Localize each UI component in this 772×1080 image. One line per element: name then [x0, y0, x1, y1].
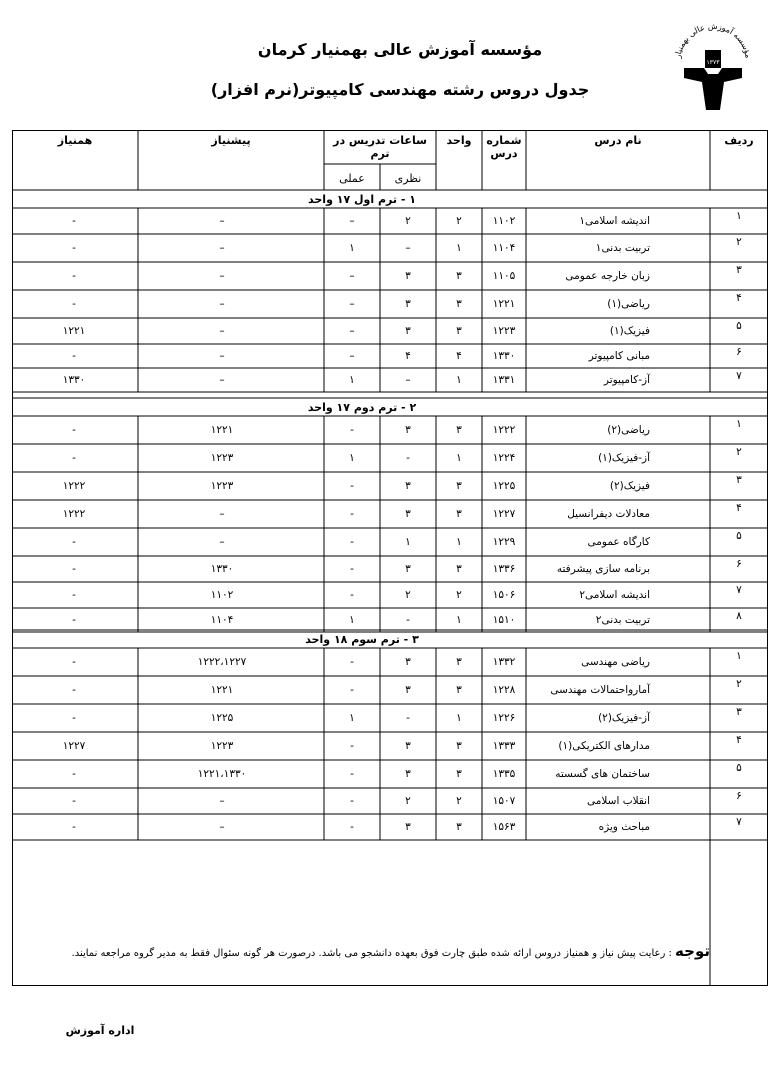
row-number: ۱ [736, 650, 742, 662]
practical-hours: - [350, 424, 354, 436]
practical-hours: - [350, 768, 354, 780]
section-title: ۲ - ترم دوم ۱۷ واحد [307, 401, 417, 414]
corequisite: - [72, 563, 76, 575]
corequisite: - [72, 350, 76, 362]
practical-hours: - [350, 563, 354, 575]
course-name: فیزیک(۱) [609, 325, 650, 337]
header-prerequisite: پیشنیاز [211, 134, 251, 147]
course-code: ۱۵۶۳ [492, 821, 516, 833]
theory-hours: ۳ [405, 768, 411, 780]
theory-hours: ۳ [405, 684, 411, 696]
row-number: ۴ [736, 292, 742, 304]
practical-hours: - [350, 740, 354, 752]
theory-hours: ۳ [405, 325, 411, 337]
row-number: ۷ [736, 370, 742, 382]
course-units: ۳ [456, 768, 462, 780]
course-name: تربیت بدنی۲ [595, 614, 650, 626]
theory-hours: - [406, 614, 410, 626]
theory-hours: ۳ [405, 270, 411, 282]
course-code: ۱۳۳۶ [492, 563, 516, 575]
course-name: مباحث ویژه [598, 821, 650, 833]
practical-hours: - [350, 684, 354, 696]
practical-hours: ۱ [349, 374, 355, 386]
course-name: زبان خارجه عمومی [565, 270, 650, 282]
course-code: ۱۵۰۶ [492, 589, 516, 601]
course-units: ۳ [456, 508, 462, 520]
course-name: آز-کامپیوتر [603, 374, 650, 386]
course-name: آز-فیزیک(۱) [598, 452, 650, 464]
theory-hours: - [406, 452, 410, 464]
prerequisite: – [219, 374, 225, 386]
course-units: ۳ [456, 480, 462, 492]
prerequisite: – [219, 215, 225, 227]
course-name: ریاضی(۲) [607, 424, 650, 436]
course-code: ۱۱۰۴ [492, 242, 516, 254]
theory-hours: – [405, 374, 411, 386]
course-units: ۱ [456, 242, 462, 254]
practical-hours: – [349, 215, 355, 227]
table-subtitle: جدول دروس رشته مهندسی کامپیوتر(نرم افزار) [210, 80, 590, 99]
row-number: ۵ [736, 320, 742, 332]
institute-title: مؤسسه آموزش عالی بهمنیار کرمان [257, 40, 543, 59]
course-code: ۱۳۳۳ [492, 740, 516, 752]
course-name: آز-فیزیک(۲) [598, 712, 650, 724]
prerequisite: – [219, 270, 225, 282]
course-name: ریاضی مهندسی [581, 656, 650, 668]
row-number: ۳ [736, 706, 742, 718]
course-name: مدارهای الکتریکی(۱) [558, 740, 650, 752]
course-name: معادلات دیفرانسیل [567, 508, 650, 520]
course-units: ۳ [456, 298, 462, 310]
course-name: فیزیک(۲) [609, 480, 650, 492]
row-number: ۶ [736, 558, 742, 570]
practical-hours: ۱ [349, 712, 355, 724]
prerequisite: ۱۲۲۵ [210, 712, 234, 724]
course-units: ۲ [456, 795, 462, 807]
prerequisite: – [219, 242, 225, 254]
corequisite: ۱۲۲۲ [62, 508, 86, 520]
institute-logo [668, 22, 758, 112]
corequisite: - [72, 684, 76, 696]
course-units: ۳ [456, 656, 462, 668]
course-code: ۱۲۲۴ [492, 452, 516, 464]
course-code: ۱۲۲۲ [492, 424, 516, 436]
header-corequisite: همنیاز [57, 134, 93, 147]
course-code: ۱۲۲۶ [492, 712, 516, 724]
theory-hours: ۳ [405, 298, 411, 310]
row-number: ۵ [736, 762, 742, 774]
course-code: ۱۳۳۲ [492, 656, 516, 668]
theory-hours: ۲ [405, 795, 411, 807]
practical-hours: - [350, 480, 354, 492]
practical-hours: - [350, 536, 354, 548]
theory-hours: ۴ [405, 350, 411, 362]
course-units: ۱ [456, 452, 462, 464]
course-units: ۳ [456, 563, 462, 575]
course-units: ۳ [456, 424, 462, 436]
row-number: ۶ [736, 790, 742, 802]
note-label: توجه [675, 942, 710, 960]
prerequisite: ۱۲۲۳ [210, 740, 234, 752]
theory-hours: ۲ [405, 589, 411, 601]
course-units: ۱ [456, 536, 462, 548]
prerequisite: ۱۲۲۳ [210, 480, 234, 492]
corequisite: ۱۲۲۷ [62, 740, 86, 752]
practical-hours: – [349, 298, 355, 310]
course-code: ۱۵۰۷ [492, 795, 516, 807]
course-code: ۱۵۱۰ [492, 614, 516, 626]
svg-text:۱۳۷۳: ۱۳۷۳ [706, 59, 720, 66]
footer-signature: اداره آموزش [65, 1024, 135, 1037]
row-number: ۲ [736, 236, 742, 248]
course-code: ۱۱۰۵ [492, 270, 516, 282]
logo-arc-text: مؤسسه آموزش عالی بهمنیار [673, 22, 753, 59]
course-units: ۱ [456, 614, 462, 626]
prerequisite: – [219, 821, 225, 833]
prerequisite: ۱۲۲۲،۱۲۲۷ [197, 656, 247, 668]
section-title: ۳ - ترم سوم ۱۸ واحد [305, 633, 419, 646]
practical-hours: ۱ [349, 614, 355, 626]
course-name: تربیت بدنی۱ [595, 242, 650, 254]
course-name: آمارواحتمالات مهندسی [550, 684, 650, 696]
header-course-name: نام درس [594, 134, 642, 147]
corequisite: ۱۳۳۰ [62, 374, 86, 386]
corequisite: - [72, 712, 76, 724]
corequisite: - [72, 242, 76, 254]
header-teaching-hours: ساعات تدریس در ترم [333, 134, 427, 160]
row-number: ۶ [736, 346, 742, 358]
course-units: ۳ [456, 684, 462, 696]
course-code: ۱۲۲۱ [492, 298, 516, 310]
course-code: ۱۲۲۹ [492, 536, 516, 548]
practical-hours: - [350, 795, 354, 807]
note-text: : رعایت پیش نیاز و همنیاز دروس ارائه شده طبق چارت فوق بعهده دانشجو می باشد. درصورت هر گونه سئوال فقط به مدیر گروه مراجعه نمایند. [71, 948, 672, 959]
row-number: ۴ [736, 502, 742, 514]
prerequisite: ۱۲۲۱ [210, 424, 234, 436]
prerequisite: ۱۱۰۴ [210, 614, 234, 626]
practical-hours: – [349, 325, 355, 337]
header-theory: نظری [394, 172, 422, 185]
header-course-code: شماره درس [486, 134, 522, 160]
corequisite: - [72, 452, 76, 464]
theory-hours: ۲ [405, 215, 411, 227]
theory-hours: ۳ [405, 656, 411, 668]
corequisite: ۱۲۲۱ [62, 325, 86, 337]
corequisite: - [72, 821, 76, 833]
prerequisite: – [219, 536, 225, 548]
course-units: ۳ [456, 270, 462, 282]
corequisite: - [72, 424, 76, 436]
course-units: ۳ [456, 325, 462, 337]
practical-hours: - [350, 821, 354, 833]
header-units: واحد [446, 134, 472, 147]
course-name: مبانی کامپیوتر [588, 350, 650, 362]
prerequisite: ۱۱۰۲ [210, 589, 234, 601]
corequisite: - [72, 795, 76, 807]
corequisite: - [72, 589, 76, 601]
theory-hours: ۳ [405, 424, 411, 436]
course-name: ریاضی(۱) [607, 298, 650, 310]
practical-hours: ۱ [349, 452, 355, 464]
course-name: ساختمان های گسسته [555, 768, 650, 780]
course-name: انقلاب اسلامی [587, 795, 650, 807]
prerequisite: ۱۲۲۳ [210, 452, 234, 464]
corequisite: - [72, 298, 76, 310]
note [60, 942, 710, 960]
course-units: ۳ [456, 740, 462, 752]
prerequisite: ۱۳۳۰ [210, 563, 234, 575]
course-units: ۱ [456, 374, 462, 386]
course-code: ۱۲۲۳ [492, 325, 516, 337]
course-units: ۴ [456, 350, 462, 362]
row-number: ۱ [736, 418, 742, 430]
row-number: ۲ [736, 446, 742, 458]
practical-hours: - [350, 508, 354, 520]
practical-hours: - [350, 656, 354, 668]
course-table-grid [12, 130, 768, 986]
corequisite: - [72, 270, 76, 282]
header-practical: عملی [339, 172, 365, 185]
row-number: ۳ [736, 264, 742, 276]
prerequisite: – [219, 298, 225, 310]
prerequisite: – [219, 350, 225, 362]
course-code: ۱۲۲۷ [492, 508, 516, 520]
course-units: ۲ [456, 215, 462, 227]
course-code: ۱۲۲۵ [492, 480, 516, 492]
course-code: ۱۲۲۸ [492, 684, 516, 696]
course-code: ۱۳۳۰ [492, 350, 516, 362]
course-units: ۲ [456, 589, 462, 601]
course-code: ۱۱۰۲ [492, 215, 516, 227]
practical-hours: - [350, 589, 354, 601]
row-number: ۵ [736, 530, 742, 542]
corequisite: ۱۲۲۲ [62, 480, 86, 492]
theory-hours: ۳ [405, 563, 411, 575]
section-title: ۱ - ترم اول ۱۷ واحد [308, 193, 416, 206]
theory-hours: ۱ [405, 536, 411, 548]
prerequisite: – [219, 795, 225, 807]
practical-hours: – [349, 270, 355, 282]
corequisite: - [72, 656, 76, 668]
theory-hours: – [405, 242, 411, 254]
row-number: ۳ [736, 474, 742, 486]
prerequisite: ۱۲۲۱ [210, 684, 234, 696]
prerequisite: ۱۲۲۱،۱۳۳۰ [197, 768, 247, 780]
corequisite: - [72, 536, 76, 548]
row-number: ۲ [736, 678, 742, 690]
course-name: کارگاه عمومی [587, 536, 650, 548]
prerequisite: – [219, 508, 225, 520]
corequisite: - [72, 215, 76, 227]
course-code: ۱۳۳۱ [492, 374, 516, 386]
header-row-number: ردیف [724, 134, 754, 147]
row-number: ۷ [736, 816, 742, 828]
course-name: اندیشه اسلامی۱ [579, 215, 650, 227]
course-code: ۱۳۳۵ [492, 768, 516, 780]
corequisite: - [72, 614, 76, 626]
row-number: ۱ [736, 210, 742, 222]
practical-hours: – [349, 350, 355, 362]
row-number: ۸ [736, 610, 742, 622]
corequisite: - [72, 768, 76, 780]
prerequisite: – [219, 325, 225, 337]
course-units: ۳ [456, 821, 462, 833]
course-name: اندیشه اسلامی۲ [579, 589, 650, 601]
theory-hours: ۳ [405, 480, 411, 492]
theory-hours: - [406, 712, 410, 724]
course-units: ۱ [456, 712, 462, 724]
theory-hours: ۳ [405, 740, 411, 752]
theory-hours: ۳ [405, 508, 411, 520]
theory-hours: ۳ [405, 821, 411, 833]
course-name: برنامه سازی پیشرفته [556, 563, 650, 575]
row-number: ۴ [736, 734, 742, 746]
practical-hours: ۱ [349, 242, 355, 254]
row-number: ۷ [736, 584, 742, 596]
